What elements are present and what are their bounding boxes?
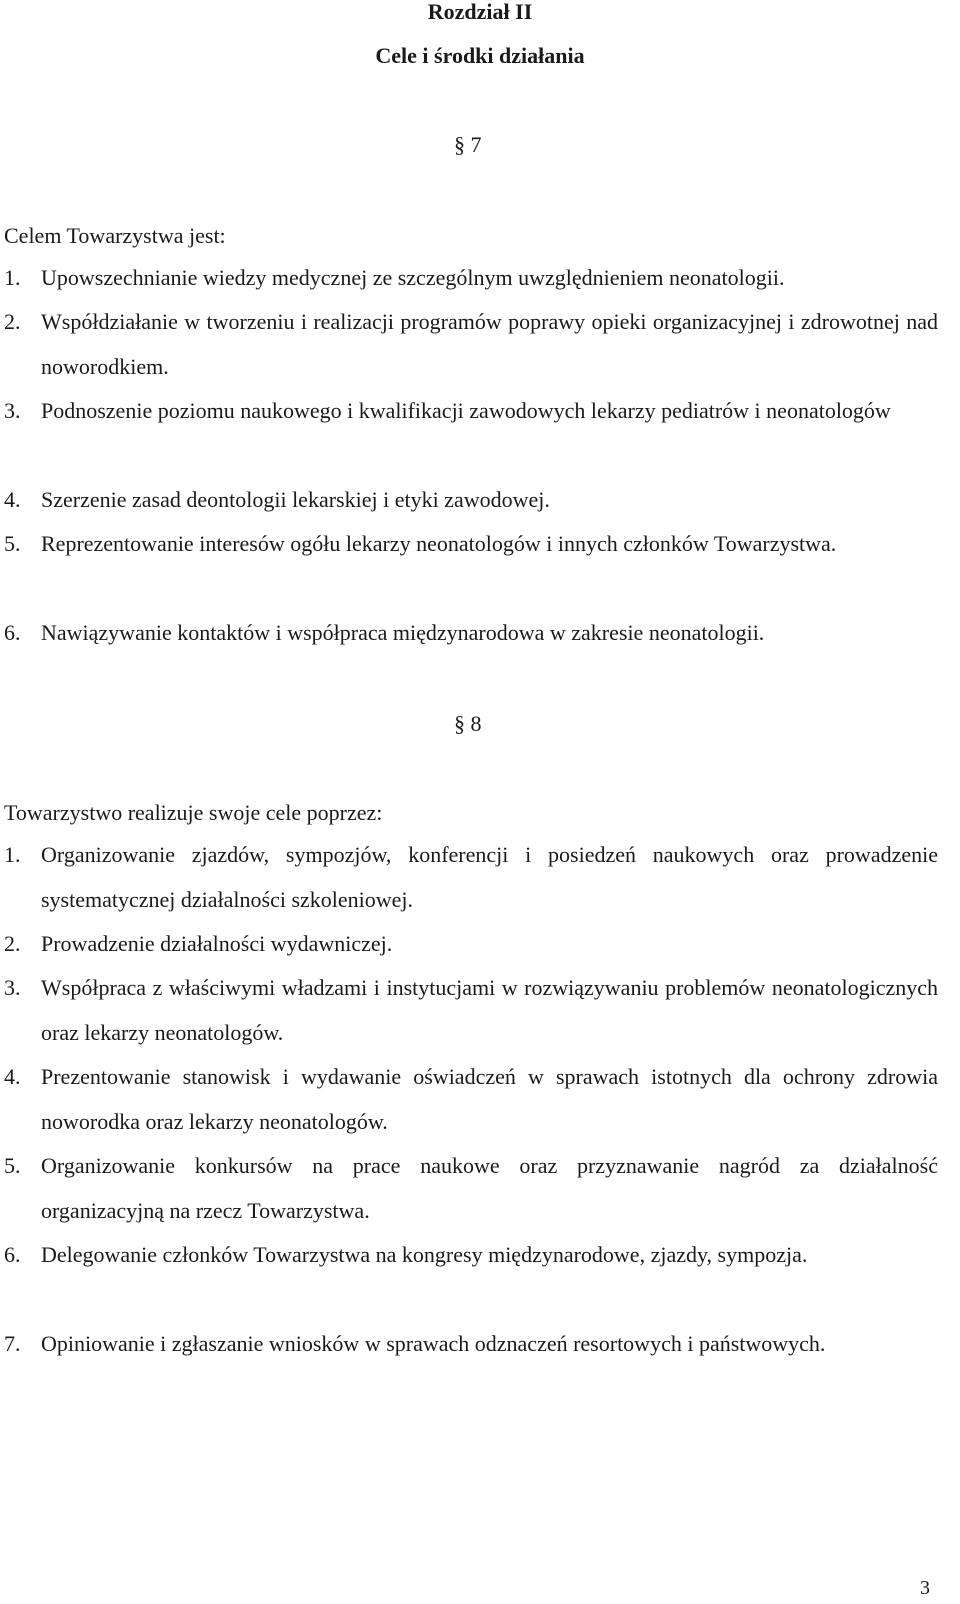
- item-number: 5.: [4, 1153, 21, 1178]
- item-number: 3.: [4, 398, 21, 423]
- item-number: 2.: [4, 931, 21, 956]
- item-text: Nawiązywanie kontaktów i współpraca międzynarodowa w zakresie neonatologii.: [41, 620, 765, 645]
- item-number: 6.: [4, 620, 21, 645]
- section-7-heading: § 7: [454, 132, 482, 157]
- item-text: Podnoszenie poziomu naukowego i kwalifikacji zawodowych lekarzy pediatrów i neonatologów: [41, 398, 891, 423]
- list-item: [4, 256, 938, 301]
- section-7-lead: Celem Towarzystwa jest:: [4, 223, 226, 248]
- list-item: [4, 1322, 938, 1367]
- item-text: Współpraca z właściwymi władzami i instytucjami w rozwiązywaniu problemów neonatologicznych oraz lekarzy neonatologów.: [41, 975, 938, 1045]
- item-number: 5.: [4, 531, 21, 556]
- item-number: 4.: [4, 487, 21, 512]
- chapter-title: Rozdział II: [427, 0, 533, 24]
- item-text: Szerzenie zasad deontologii lekarskiej i etyki zawodowej.: [41, 487, 550, 512]
- list-item: [4, 922, 938, 967]
- item-number: 1.: [4, 265, 21, 290]
- list-item: [4, 833, 938, 922]
- item-number: 7.: [4, 1331, 21, 1356]
- section-8-heading: § 8: [454, 711, 482, 736]
- item-text: Organizowanie zjazdów, sympozjów, konferencji i posiedzeń naukowych oraz prowadzenie systematycznej działalności szkoleniowej.: [41, 842, 938, 912]
- list-item: [4, 1233, 938, 1278]
- item-number: 6.: [4, 1242, 21, 1267]
- chapter-subtitle: Cele i środki działania: [375, 43, 585, 68]
- list-item: [4, 1144, 938, 1233]
- item-text: Opiniowanie i zgłaszanie wniosków w sprawach odznaczeń resortowych i państwowych.: [41, 1331, 826, 1356]
- item-text: Delegowanie członków Towarzystwa na kongresy międzynarodowe, zjazdy, sympozja.: [41, 1242, 808, 1267]
- item-text: Reprezentowanie interesów ogółu lekarzy neonatologów i innych członków Towarzystwa.: [41, 531, 837, 556]
- item-number: 1.: [4, 842, 21, 867]
- item-number: 2.: [4, 309, 21, 334]
- list-item: [4, 389, 938, 434]
- list-item: [4, 611, 938, 656]
- list-item: [4, 478, 938, 523]
- item-text: Organizowanie konkursów na prace naukowe oraz przyznawanie nagród za działalność organizacyjną na rzecz Towarzystwa.: [41, 1153, 938, 1223]
- item-text: Prezentowanie stanowisk i wydawanie oświadczeń w sprawach istotnych dla ochrony zdrowia noworodka oraz lekarzy neonatologów.: [41, 1064, 938, 1134]
- list-item: [4, 966, 938, 1055]
- list-item: [4, 1055, 938, 1144]
- item-text: Upowszechnianie wiedzy medycznej ze szczególnym uwzględnieniem neonatologii.: [41, 265, 785, 290]
- list-item: [4, 522, 938, 567]
- item-number: 3.: [4, 975, 21, 1000]
- item-text: Współdziałanie w tworzeniu i realizacji programów poprawy opieki organizacyjnej i zdrowotnej nad noworodkiem.: [41, 309, 938, 379]
- page-number: 3: [920, 1577, 930, 1599]
- item-number: 4.: [4, 1064, 21, 1089]
- item-text: Prowadzenie działalności wydawniczej.: [41, 931, 393, 956]
- section-8-lead: Towarzystwo realizuje swoje cele poprzez:: [4, 800, 383, 825]
- list-item: [4, 300, 938, 389]
